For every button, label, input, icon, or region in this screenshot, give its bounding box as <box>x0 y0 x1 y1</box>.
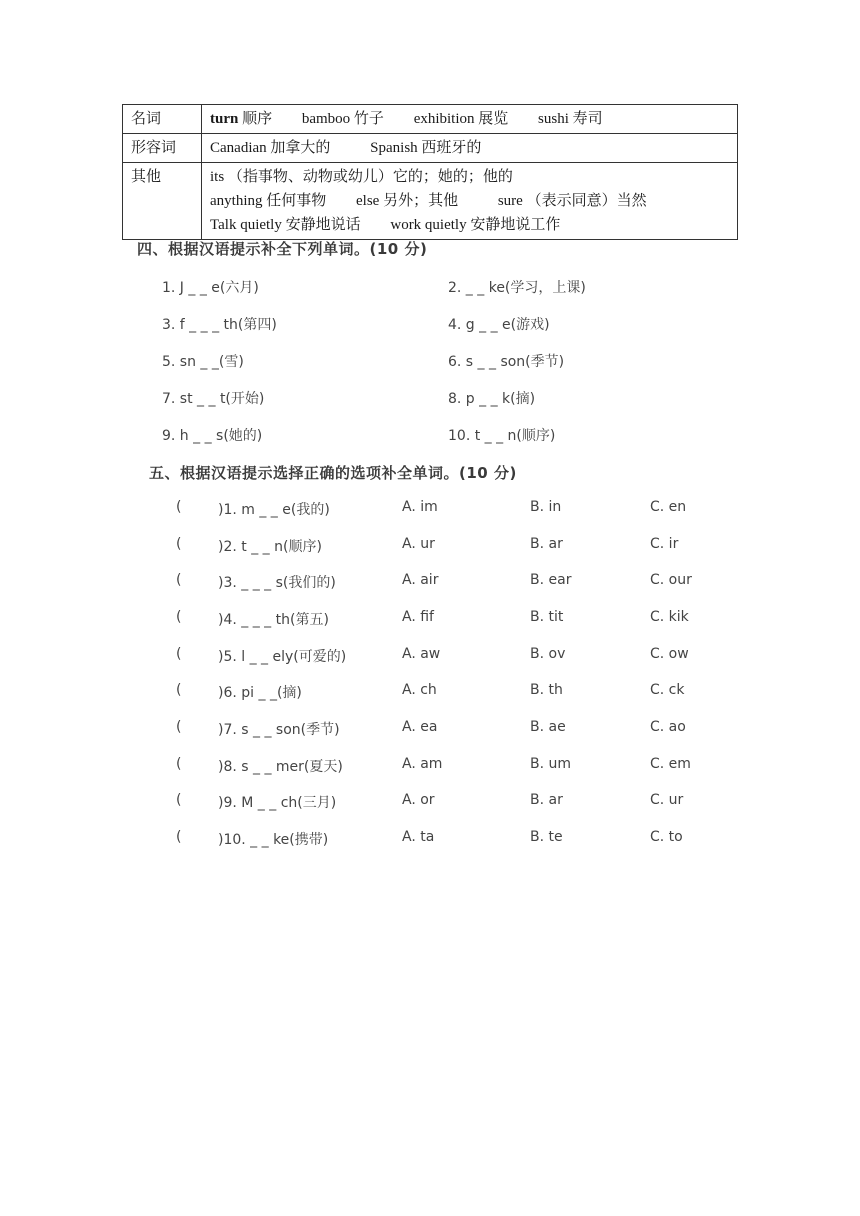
vocab-entry: Talk quietly 安静地说话 <box>210 217 361 233</box>
option-a: A. ur <box>402 536 435 552</box>
fill-in-item: 4. g _ _ e(游戏) <box>448 317 550 333</box>
question-text: )5. l _ _ ely(可爱的) <box>218 649 347 665</box>
fill-in-item: 2. _ _ ke(学习，上课) <box>448 280 586 296</box>
option-a: A. am <box>402 756 443 772</box>
vocab-meaning: 顺序 <box>242 111 273 127</box>
vocab-entry: sushi 寿司 <box>538 111 603 127</box>
option-c: C. en <box>650 499 687 515</box>
question-text: )9. M _ _ ch(三月) <box>218 795 337 811</box>
fill-in-item: 7. st _ _ t(开始) <box>162 391 265 407</box>
answer-blank[interactable]: ( <box>176 609 182 625</box>
fill-in-item: 8. p _ _ k(摘) <box>448 391 536 407</box>
option-b: B. th <box>530 682 563 698</box>
answer-blank[interactable]: ( <box>176 719 182 735</box>
vocab-entry: sure （表示同意）当然 <box>497 193 647 209</box>
question-text: )6. pi _ _(摘) <box>218 685 302 701</box>
option-c: C. to <box>650 829 683 845</box>
option-a: A. ch <box>402 682 437 698</box>
choice-question-row <box>176 646 736 668</box>
answer-blank[interactable]: ( <box>176 756 182 772</box>
question-text: )4. _ _ _ th(第五) <box>218 612 329 628</box>
answer-blank[interactable]: ( <box>176 499 182 515</box>
fill-in-item: 6. s _ _ son(季节) <box>448 354 565 370</box>
option-c: C. kik <box>650 609 689 625</box>
question-text: )3. _ _ _ s(我们的) <box>218 575 336 591</box>
vocab-entry: exhibition 展览 <box>413 111 509 127</box>
fill-in-item: 9. h _ _ s(她的) <box>162 428 263 444</box>
option-b: B. in <box>530 499 562 515</box>
choice-question-row <box>176 719 736 741</box>
option-a: A. or <box>402 792 435 808</box>
option-c: C. ir <box>650 536 679 552</box>
answer-blank[interactable]: ( <box>176 646 182 662</box>
option-a: A. aw <box>402 646 441 662</box>
option-a: A. ta <box>402 829 435 845</box>
answer-blank[interactable]: ( <box>176 572 182 588</box>
vocab-entries <box>202 163 738 240</box>
answer-blank[interactable]: ( <box>176 536 182 552</box>
option-a: A. im <box>402 499 438 515</box>
vocab-row-noun <box>123 105 738 134</box>
option-c: C. em <box>650 756 691 772</box>
option-b: B. ov <box>530 646 566 662</box>
vocab-entry: bamboo 竹子 <box>301 111 384 127</box>
question-text: )1. m _ _ e(我的) <box>218 502 330 518</box>
vocab-entry: Canadian 加拿大的 <box>210 140 331 156</box>
option-b: B. ar <box>530 792 563 808</box>
question-text: )2. t _ _ n(顺序) <box>218 539 322 555</box>
fill-in-item: 3. f _ _ _ th(第四) <box>162 317 277 333</box>
answer-blank[interactable]: ( <box>176 829 182 845</box>
option-b: B. ae <box>530 719 566 735</box>
question-text: )7. s _ _ son(季节) <box>218 722 340 738</box>
option-c: C. ck <box>650 682 685 698</box>
option-b: B. te <box>530 829 563 845</box>
fill-in-item: 1. J _ _ e(六月) <box>162 280 259 296</box>
option-c: C. ow <box>650 646 689 662</box>
answer-blank[interactable]: ( <box>176 682 182 698</box>
option-c: C. ao <box>650 719 686 735</box>
vocab-entry: Spanish 西班牙的 <box>370 140 482 156</box>
option-b: B. um <box>530 756 572 772</box>
choice-question-row <box>176 536 736 558</box>
vocab-entry: work quietly 安静地说工作 <box>390 217 561 233</box>
option-c: C. our <box>650 572 692 588</box>
choice-question-row <box>176 756 736 778</box>
choice-question-row <box>176 792 736 814</box>
option-c: C. ur <box>650 792 684 808</box>
option-b: B. ear <box>530 572 572 588</box>
option-b: B. tit <box>530 609 564 625</box>
choice-question-row <box>176 499 736 521</box>
vocab-entries <box>202 105 738 134</box>
category-label: 形容词 <box>123 134 202 163</box>
category-label: 其他 <box>123 163 202 240</box>
option-a: A. fif <box>402 609 434 625</box>
option-a: A. air <box>402 572 439 588</box>
vocabulary-table <box>122 104 738 240</box>
question-text: )10. _ _ ke(携带) <box>218 832 329 848</box>
choice-question-row <box>176 829 736 851</box>
section-five-heading: 五、根据汉语提示选择正确的选项补全单词。(10 分) <box>149 464 517 482</box>
answer-blank[interactable]: ( <box>176 792 182 808</box>
vocab-row-other <box>123 163 738 240</box>
option-a: A. ea <box>402 719 438 735</box>
option-b: B. ar <box>530 536 563 552</box>
vocab-entry: else 另外；其他 <box>356 193 459 209</box>
choice-question-row <box>176 682 736 704</box>
choice-question-row <box>176 572 736 594</box>
category-label: 名词 <box>123 105 202 134</box>
choice-question-row <box>176 609 736 631</box>
vocab-word: turn <box>210 111 239 127</box>
vocab-entry: anything 任何事物 <box>210 193 327 209</box>
fill-in-item: 5. sn _ _(雪) <box>162 354 244 370</box>
vocab-line <box>210 213 729 237</box>
vocab-entries <box>202 134 738 163</box>
vocab-entry: its （指事物、动物或幼儿）它的；她的；他的 <box>210 169 513 185</box>
vocab-row-adjective <box>123 134 738 163</box>
vocab-line <box>210 189 729 213</box>
fill-in-item: 10. t _ _ n(顺序) <box>448 428 556 444</box>
question-text: )8. s _ _ mer(夏天) <box>218 759 343 775</box>
section-four-heading: 四、根据汉语提示补全下列单词。(10 分) <box>137 240 428 258</box>
